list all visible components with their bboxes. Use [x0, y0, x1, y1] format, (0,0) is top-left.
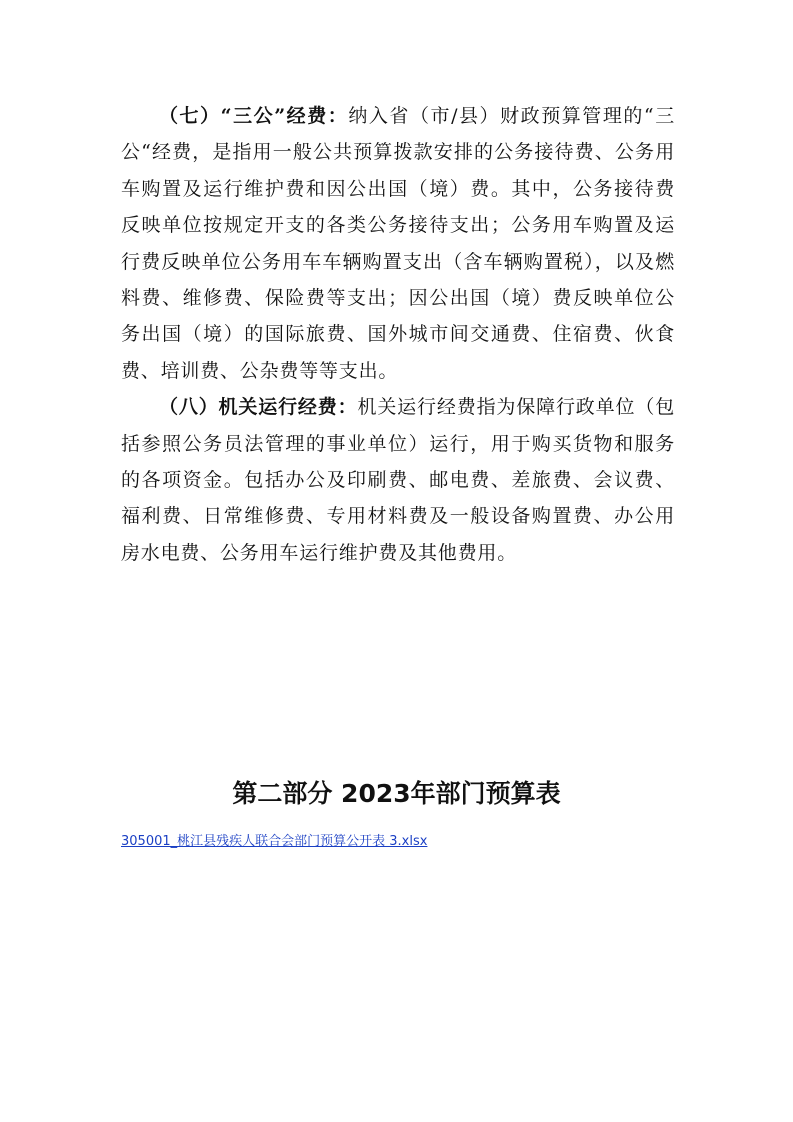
paragraph-heading-operating-expenses: （八）机关运行经费：	[159, 396, 358, 419]
section-title: 第二部分 2023年部门预算表	[232, 779, 561, 808]
document-body	[121, 98, 675, 571]
paragraph-text-operating-expenses: 机关运行经费指为保障行政单位（包括参照公务员法管理的事业单位）运行，用于购买货物和服务的各项资金。包括办公及印刷费、邮电费、差旅费、会议费、福利费、日常维修费、专用材料费及一般设备购置费、办公用房水电费、公务用车运行维护费及其他费用。	[121, 396, 675, 564]
paragraph-heading-three-public-expenses: （七）“三公”经费：	[159, 105, 349, 127]
paragraph-operating-expenses	[121, 389, 675, 571]
paragraph-three-public-expenses	[121, 98, 675, 389]
paragraph-text-three-public-expenses: 纳入省（市/县）财政预算管理的“三公“经费，是指用一般公共预算拨款安排的公务接待费、公务用车购置及运行维护费和因公出国（境）费。其中，公务接待费反映单位按规定开支的各类公务接待支出；公务用车购置及运行费反映单位公务用车车辆购置支出（含车辆购置税），以及燃料费、维修费、保险费等支出；因公出国（境）费反映单位公务出国（境）的国际旅费、国外城市间交通费、住宿费、伙食费、培训费、公杂费等等支出。	[121, 105, 675, 382]
attachment-file-link[interactable]: 305001_桃江县残疾人联合会部门预算公开表 3.xlsx	[121, 834, 428, 849]
